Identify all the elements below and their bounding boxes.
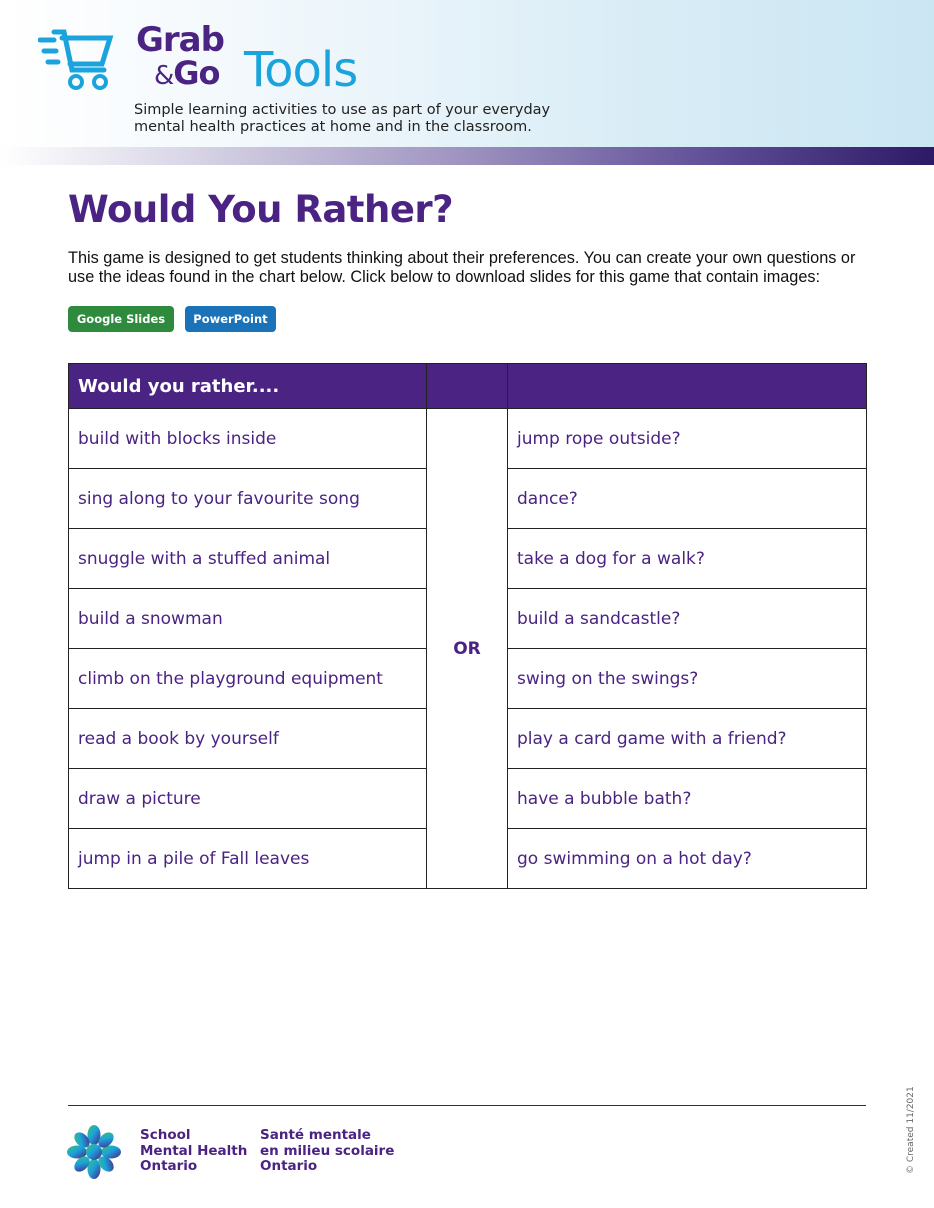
org-fr-line: en milieu scolaire [260,1142,395,1159]
option-right: dance? [508,469,867,529]
option-left: snuggle with a stuffed animal [69,529,427,589]
option-left: jump in a pile of Fall leaves [69,829,427,889]
org-fr-line: Santé mentale [260,1127,371,1143]
created-date: © Created 11/2021 [906,1086,916,1174]
option-right: build a sandcastle? [508,589,867,649]
option-left: build a snowman [69,589,427,649]
org-en-line: Mental Health [140,1142,248,1159]
logo-grab-text: Grab [136,20,224,60]
table-row [69,409,867,469]
option-right: go swimming on a hot day? [508,829,867,889]
option-right: swing on the swings? [508,649,867,709]
option-right: jump rope outside? [508,409,867,469]
logo-ampersand: & [154,61,174,91]
option-right: play a card game with a friend? [508,709,867,769]
option-left: climb on the playground equipment [69,649,427,709]
option-left: read a book by yourself [69,709,427,769]
gradient-band [0,147,934,165]
shopping-cart-icon [38,22,114,92]
smho-logo-icon [66,1124,122,1180]
option-right: have a bubble bath? [508,769,867,829]
footer-divider [68,1105,866,1106]
table-header-middle [427,364,508,409]
page-title: Would You Rather? [68,188,454,231]
option-right: take a dog for a walk? [508,529,867,589]
would-you-rather-table [68,363,867,889]
table-header-left: Would you rather.... [69,364,427,409]
org-en-line: Ontario [140,1158,198,1174]
logo-tools-text: Tools [244,42,358,98]
logo-go-text [154,56,220,93]
google-slides-button[interactable]: Google Slides [68,306,174,332]
or-separator: OR [427,409,508,889]
org-fr-line: Ontario [260,1158,318,1174]
tagline: Simple learning activities to use as part of your everyday mental health practices at home and in the classroom. [134,102,551,135]
table-header-right [508,364,867,409]
table-header-row [69,364,867,409]
org-name-french [260,1128,394,1175]
org-en-line: School [140,1127,191,1143]
option-left: build with blocks inside [69,409,427,469]
logo-go: Go [173,54,220,92]
option-left: sing along to your favourite song [69,469,427,529]
option-left: draw a picture [69,769,427,829]
org-name-english [140,1128,247,1175]
powerpoint-button[interactable]: PowerPoint [185,306,276,332]
header-banner [0,0,934,150]
intro-paragraph: This game is designed to get students thinking about their preferences. You can create your own questions or use the ideas found in the chart below. Click below to download slides for this game that contain images: [68,249,856,286]
